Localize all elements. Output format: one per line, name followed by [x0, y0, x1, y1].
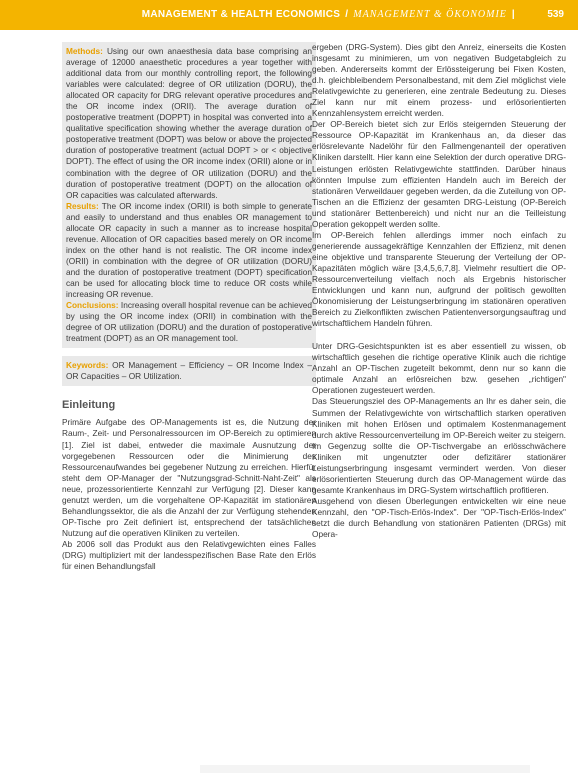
english-abstract	[62, 42, 316, 348]
keywords	[62, 356, 316, 386]
abstract-conclusions	[66, 300, 312, 344]
paragraph: Primäre Aufgabe des OP-Managements ist es, die Nutzung der Raum-, Zeit- und Personalressourcen im OP-Bereich zu optimieren [1]. Ziel ist dabei, entweder die maximale Ausnutzung der vorgegebenen Ressourcen oder die Minimierung des Ressourcenaufwandes bei gegebener Nutzung zu erreichen. Hierfür steht dem OP-Manager der "Nutzungsgrad-Schnitt-Naht-Zeit" als neue, prozessorientierte Kennzahl zur Verfügung [2]. Dieser kann genutzt werden, um die vorgehaltene OP-Kapazität im stationären Behandlungssektor, die als die Anzahl der zur Verfügung stehenden OP-Tische pro Zeit definiert ist, entsprechend der tatsächlichen Nutzung auf die operativen Kliniken zu verteilen.	[62, 417, 316, 538]
section-heading-einleitung: Einleitung	[62, 399, 116, 412]
results-label: Results:	[66, 200, 99, 211]
conclusions-label: Conclusions:	[66, 300, 119, 311]
paragraph: ergeben (DRG-System). Dies gibt den Anreiz, einerseits die Kosten insgesamt zu minimieren, um von negativen Budgetabgleich zu geben. Andererseits kommt der Erlössteigerung bei Fixen Kosten, d.h. gleichbleibendem Personalbestand, mit dem Ziel möglichst viele Relativgewichte zu generieren, eine zentrale Bedeutung zu. Dieses Ziel kann nur mit einem prozess- und erlösorientierten Kennzahlensystem erreicht werden.	[312, 42, 566, 119]
results-text: The OR income index (ORII) is both simple to generate and easily to understand and thus enables OR management to allocate OR capacity in such a manner as to increase hospital revenue. Allocation of OR capacities based merely on OR income index on the other hand is not realistic. The OR income index (ORII) in combination with the degree of OR utilization (DORU) and the duration of postoperative treatment (DOPT) specification can be used for allocating block time to reduce OR costs while increasing OR revenue.	[66, 200, 312, 300]
journal-section-title	[142, 9, 520, 20]
title-separator: /	[345, 9, 349, 20]
paragraph: Unter DRG-Gesichtspunkten ist es aber essentiell zu wissen, ob wirtschaftlich gesehen die richtige operative Klinik auch die richtige Anzahl an OP-Tischen zugeteilt bekommt, denn nur so kann die optimale Anzahl an erlösreichen bzw. gesehen „richtigen" Operationen zugesteuert werden.	[312, 341, 566, 396]
keywords-label: Keywords:	[66, 360, 109, 371]
methods-label: Methods:	[66, 46, 103, 56]
paragraph-gap	[312, 329, 566, 341]
paragraph: Ausgehend von diesen Überlegungen entwickelten wir eine neue Kennzahl, den "OP-Tisch-Erlös-Index". Der "OP-Tisch-Erlös-Index" setzt die durch Behandlung von stationären Patienten (DRGs) mit Opera-	[312, 495, 566, 540]
conclusions-text: Increasing overall hospital revenue can be achieved by using the OR income index (ORII) in combination with the degree of OR utilization (DORU) and the duration of postoperative treatment (DOPT) as an OR management tool.	[66, 300, 313, 344]
paragraph: Ab 2006 soll das Produkt aus den Relativgewichten eines Falles (DRG) multipliziert mit der landesspezifischen Base Rate den Erlös für einen Behandlungsfall	[62, 538, 316, 572]
abstract-results	[66, 201, 312, 300]
keywords-text: OR Management – Efficiency – OR Income Index – OR Capacities – OR Utilization.	[66, 360, 312, 382]
page-footer	[200, 765, 530, 773]
page-number-separator: |	[511, 9, 515, 20]
paragraph: Im OP-Bereich fehlen allerdings immer noch einfach zu generierende aussagekräftige Kennzahlen der Effizienz, mit denen eine objektive und transparente Steuerung der Verteilung der OP-Kapazitäten möglich wäre [3,4,5,6,7,8]. Vielmehr resultiert die OP-Ressourcenverteilung vielfach noch als Ergebnis historischer Entwicklungen und kann nun, aufgrund der politisch gewollten Ökonomisierung der Leistungserbringung im stationären operativen Bereich zu Zielkonflikten zwischen Patientenversorgungsauftrag und wirtschaftlichem Handeln führen.	[312, 229, 566, 329]
section-title-german: MANAGEMENT & ÖKONOMIE	[353, 9, 507, 20]
methods-text: Using our own anaesthesia data base comprising an average of 12000 anaesthetic procedures a year together with additional data from our monthly controlling report, the following variables were calculated: degree of OR utilization (DORU), the allocated OR capacity for DRG relevant operative procedures and the OR income index (ORII). The average duration of postoperative treatment (DOPPT) in hospital was converted into a qualitative specification showing whether the average duration of postoperative treatment (DOPT) was below or above the projected duration of postoperative treatment (actual DOPT > or < objective DOPT). The effect of using the OR income index (ORII) alone or in combination with the degree of OR utilization (DORU) and the duration of postoperative treatment (DOPT) on the allocation of OR capacities was calculated afterwards.	[66, 46, 312, 200]
left-column	[62, 42, 316, 572]
paragraph: Der OP-Bereich bietet sich zur Erlös steigernden Steuerung der Ressource OP-Kapazität im Krankenhaus an, da dieser das erlösrelevante Nadelöhr für den Fallmengenanteil der operativen Kliniken darstellt. Hier kann eine Selektion der durch operative DRG-Leistungen erlösten Relativgewichte stattfinden. Darüber hinaus könnten Impulse zum effizienten Handeln auch im Bereich der stationären Verweildauer gegeben werden, da die Zuteilung von OP-Tischen an die Effizienz der gesamten DRG-Leistung (OP-Bereich und stationärer Bettenbereich) und nicht nur an die Teilleistung Operation gekoppelt werden sollte.	[312, 119, 566, 229]
page-header	[0, 0, 578, 30]
section-title-english: MANAGEMENT & HEALTH ECONOMICS	[141, 9, 341, 20]
abstract-methods	[66, 46, 312, 201]
page-number: 539	[547, 9, 564, 20]
paragraph: Das Steuerungsziel des OP-Managements an Ihr es daher sein, die Summen der Relativgewichte von wirtschaftlich starken operativen Kliniken mit hohen Erlösen und optimalem Kostenmanagement durch aktive Ressourcenverteilung im OP-Bereich weiter zu steigern. Im Gegenzug sollte die OP-Tischvergabe an erlösschwächere Kliniken mit ungenutzter oder defizitärer stationärer Leistungserbringung insgesamt vermindert werden. Von dieser erlösorientierten Steuerung durch das OP-Management würde das gesamte Krankenhaus im DRG-System wirtschaftlich profitieren.	[312, 396, 566, 495]
right-column	[312, 42, 566, 540]
